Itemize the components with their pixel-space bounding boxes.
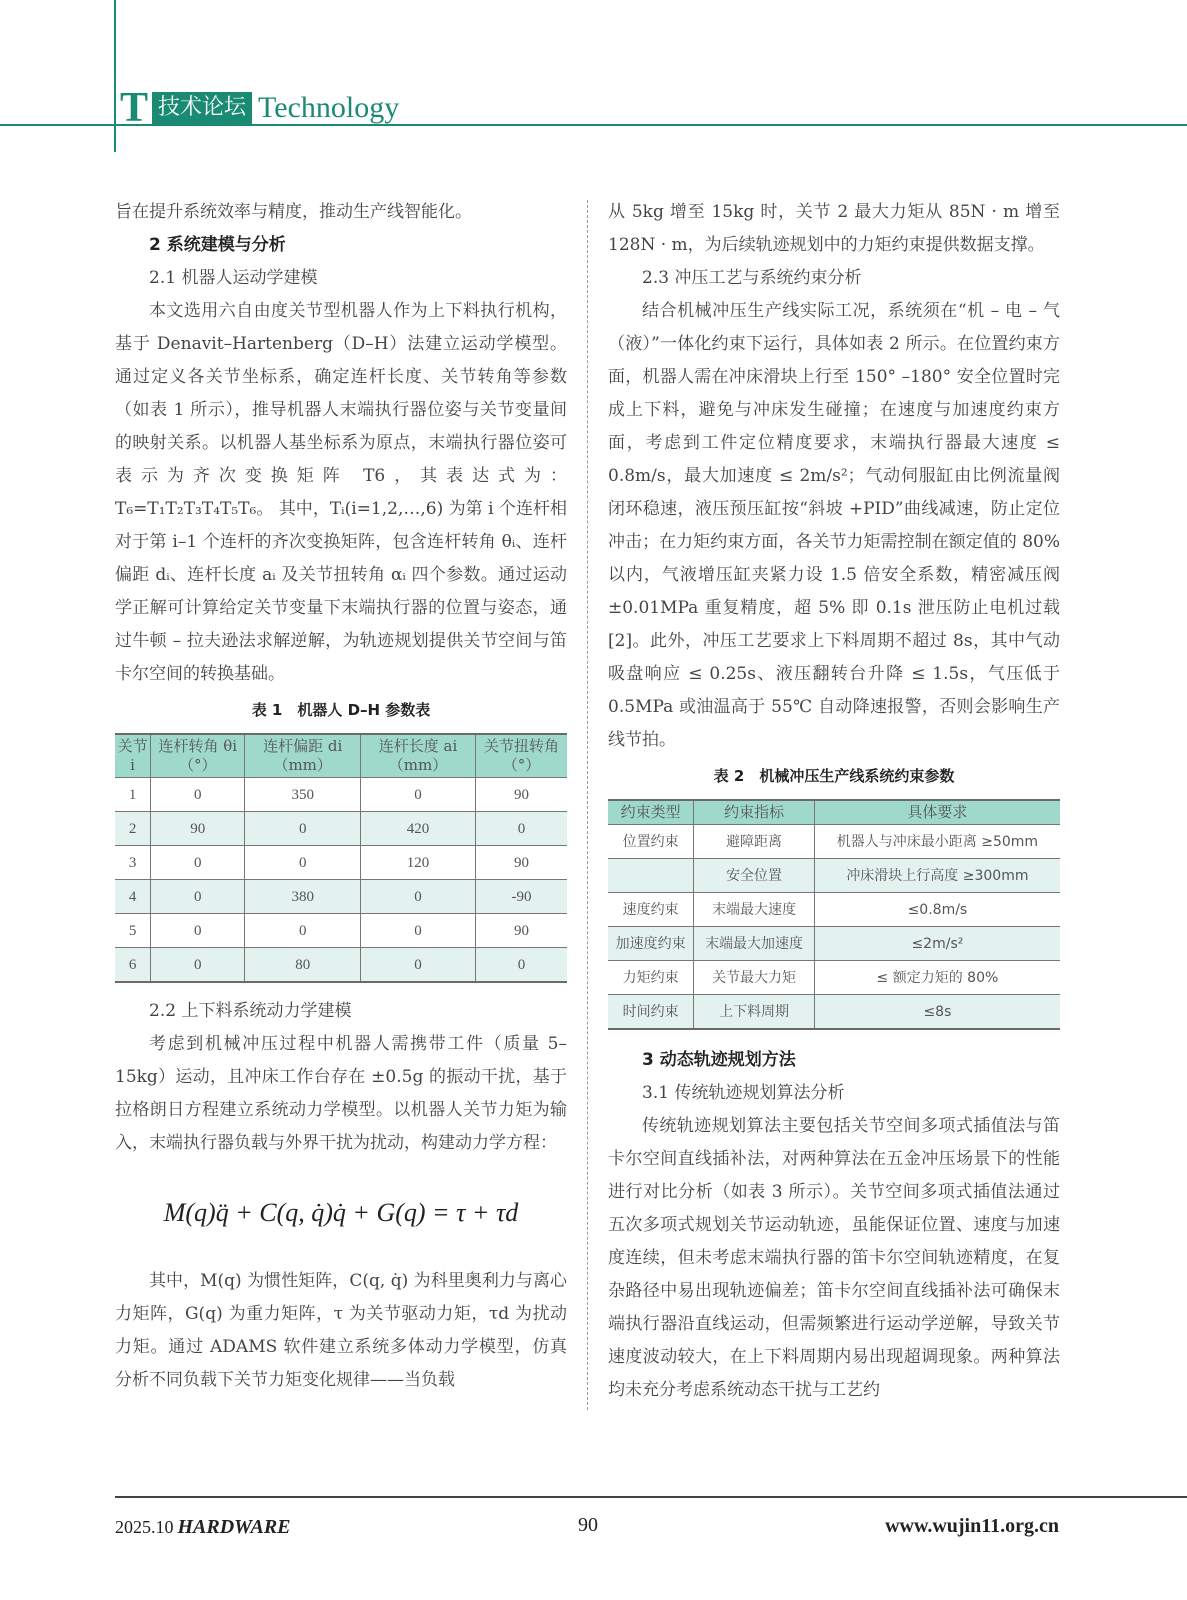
table-cell: 0: [151, 880, 245, 914]
table-row: [115, 846, 567, 880]
table-2-caption: 表 2 机械冲压生产线系统约束参数: [713, 767, 955, 785]
table-cell: 关节最大力矩: [694, 961, 815, 995]
dynamics-equation: M(q)q̈ + C(q, q̇)q̇ + G(q) = τ + τd: [163, 1198, 519, 1227]
table-cell: 0: [151, 846, 245, 880]
paragraph: 考虑到机械冲压过程中机器人需携带工件（质量 5–15kg）运动，且冲床工作台存在 ±0.5g 的振动干扰，基于拉格朗日方程建立系统动力学模型。以机器人关节力矩为输入，末端执行器负载与外界干扰为扰动，构建动力学方程：: [115, 1034, 568, 1153]
paragraph: [115, 295, 567, 691]
table-header-cell: 关节 i: [115, 734, 151, 778]
footer-rule: [115, 1496, 1187, 1498]
table-cell: 时间约束: [608, 995, 694, 1030]
section-header: [120, 92, 399, 124]
section-heading-3: 3 动态轨迹规划方法: [642, 1050, 796, 1070]
table-row: [608, 893, 1060, 927]
table-cell: 0: [151, 778, 245, 812]
table-cell: 350: [245, 778, 361, 812]
table-row: [608, 927, 1060, 961]
table-cell: 90: [476, 846, 567, 880]
table-cell: 0: [245, 846, 361, 880]
table-cell: 90: [476, 914, 567, 948]
table-row: [115, 778, 567, 812]
table-cell: 避障距离: [694, 825, 815, 859]
footer-url: www.wujin11.org.cn: [885, 1515, 1059, 1537]
table-header-cell: 关节扭转角（°）: [476, 734, 567, 778]
table-cell: 末端最大速度: [694, 893, 815, 927]
subsection-heading-3-1: 3.1 传统轨迹规划算法分析: [642, 1083, 845, 1103]
footer-issue: [115, 1516, 291, 1539]
table-cell: 90: [151, 812, 245, 846]
table-header-cell: 具体要求: [814, 800, 1060, 825]
table-cell: 冲床滑块上行高度 ≥300mm: [814, 859, 1060, 893]
table-1: [115, 733, 567, 983]
header-section-en: Technology: [258, 91, 400, 124]
table-cell: 0: [360, 948, 475, 983]
table-cell: 速度约束: [608, 893, 694, 927]
subsection-heading-2-1: 2.1 机器人运动学建模: [149, 268, 318, 288]
paragraph: 其中，M(q) 为惯性矩阵，C(q, q̇) 为科里奥利力与离心力矩阵，G(q) 为重力矩阵，τ 为关节驱动力矩，τd 为扰动力矩。通过 ADAMS 软件建立系统多体动力学模型，仿真分析不同负载下关节力矩变化规律——当负载: [115, 1271, 567, 1390]
table-cell: 机器人与冲床最小距离 ≥50mm: [814, 825, 1060, 859]
table-cell: [608, 859, 694, 893]
table-cell: ≤ 额定力矩的 80%: [814, 961, 1060, 995]
footer-issue-date: 2025.10: [115, 1517, 174, 1537]
table-cell: ≤2m/s²: [814, 927, 1060, 961]
table-header-cell: 连杆偏距 di（mm）: [245, 734, 361, 778]
table-cell: 120: [360, 846, 475, 880]
table-cell: 0: [476, 948, 567, 983]
table-cell: 安全位置: [694, 859, 815, 893]
table-cell: 4: [115, 880, 151, 914]
table-cell: 位置约束: [608, 825, 694, 859]
header-horizontal-rule: [0, 124, 1187, 126]
subsection-heading-2-2: 2.2 上下料系统动力学建模: [149, 1001, 352, 1021]
table-cell: 0: [360, 880, 475, 914]
table-cell: 420: [360, 812, 475, 846]
column-divider: [587, 200, 588, 1410]
page-number: 90: [578, 1514, 598, 1536]
inline-equation: T₆=T₁T₂T₃T₄T₅T₆。: [115, 499, 274, 519]
table-cell: 0: [476, 812, 567, 846]
paragraph: 结合机械冲压生产线实际工况，系统须在“机 – 电 – 气（液）”一体化约束下运行，具体如表 2 所示。在位置约束方面，机器人需在冲床滑块上行至 150° –180° 安全位置时完成上下料，避免与冲床发生碰撞；在速度与加速度约束方面，考虑到工件定位精度要求，末端执行器最大速度 ≤ 0.8m/s，最大加速度 ≤ 2m/s²；气动伺服缸由比例流量阀闭环稳速，液压预压缸按“斜坡 +PID”曲线减速，防止定位冲击；在力矩约束方面，各关节力矩需控制在额定值的 80% 以内，气液增压缸夹紧力设 1.5 倍安全系数，精密减压阀 ±0.01MPa 重复精度，超 5% 即 0.1s 泄压防止电机过载 [2]。此外，冲压工艺要求上下料周期不超过 8s，其中气动吸盘响应 ≤ 0.25s、液压翻转台升降 ≤ 1.5s，气压低于 0.5MPa 或油温高于 55℃ 自动降速报警，否则会影响生产线节拍。: [608, 301, 1060, 750]
table-header-cell: 连杆长度 ai（mm）: [360, 734, 475, 778]
header-logo-letter: T: [120, 92, 149, 124]
footer-journal-name: HARDWARE: [177, 1516, 291, 1538]
paragraph-text: 其中，Tᵢ(i=1,2,…,6) 为第 i 个连杆相对于第 i–1 个连杆的齐次变换矩阵，包含连杆转角 θᵢ、连杆偏距 dᵢ、连杆长度 aᵢ 及关节扭转角 αᵢ 四个参数。通过运动学正解可计算给定关节变量下末端执行器的位置与姿态，通过牛顿 – 拉夫逊法求解逆解，为轨迹规划提供关节空间与笛卡尔空间的转换基础。: [115, 499, 567, 684]
table-cell: ≤0.8m/s: [814, 893, 1060, 927]
paragraph-text: 本文选用六自由度关节型机器人作为上下料执行机构，基于 Denavit–Hartenberg（D–H）法建立运动学模型。通过定义各关节坐标系，确定连杆长度、关节转角等参数（如表 1 所示），推导机器人末端执行器位姿与关节变量间的映射关系。以机器人基坐标系为原点，末端执行器位姿可表示为齐次变换矩阵 T6，其表达式为：: [115, 301, 567, 486]
table-row: [115, 914, 567, 948]
table-row: [608, 859, 1060, 893]
table-header-cell: 连杆转角 θi（°）: [151, 734, 245, 778]
table-cell: 80: [245, 948, 361, 983]
section-heading-2: 2 系统建模与分析: [149, 235, 286, 255]
table-cell: 加速度约束: [608, 927, 694, 961]
table-cell: 力矩约束: [608, 961, 694, 995]
table-header-cell: 约束指标: [694, 800, 815, 825]
subsection-heading-2-3: 2.3 冲压工艺与系统约束分析: [642, 268, 862, 288]
table-cell: 2: [115, 812, 151, 846]
table-cell: 3: [115, 846, 151, 880]
header-vertical-rule: [114, 0, 116, 152]
table-cell: -90: [476, 880, 567, 914]
table-cell: 0: [360, 778, 475, 812]
table-cell: 0: [360, 914, 475, 948]
table-row: [115, 948, 567, 983]
left-column: [115, 196, 567, 1397]
table-cell: 5: [115, 914, 151, 948]
table-row: [608, 961, 1060, 995]
table-cell: 0: [245, 812, 361, 846]
table-row: [608, 995, 1060, 1030]
table-header-cell: 约束类型: [608, 800, 694, 825]
table-row: [115, 812, 567, 846]
table-cell: 0: [245, 914, 361, 948]
table-1-caption: 表 1 机器人 D–H 参数表: [251, 701, 431, 719]
table-row: [115, 880, 567, 914]
table-cell: 90: [476, 778, 567, 812]
table-cell: 上下料周期: [694, 995, 815, 1030]
right-column: [608, 196, 1060, 1407]
table-cell: ≤8s: [814, 995, 1060, 1030]
table-cell: 末端最大加速度: [694, 927, 815, 961]
header-section-cn: 技术论坛: [152, 92, 252, 124]
paragraph: 传统轨迹规划算法主要包括关节空间多项式插值法与笛卡尔空间直线插补法，对两种算法在五金冲压场景下的性能进行对比分析（如表 3 所示）。关节空间多项式插值法通过五次多项式规划关节运动轨迹，虽能保证位置、速度与加速度连续，但未考虑末端执行器的笛卡尔空间轨迹精度，在复杂路径中易出现轨迹偏差；笛卡尔空间直线插补法可确保末端执行器沿直线运动，但需频繁进行运动学逆解，导致关节速度波动较大，在上下料周期内易出现超调现象。两种算法均未充分考虑系统动态干扰与工艺约: [608, 1116, 1060, 1400]
table-row: [608, 825, 1060, 859]
table-cell: 0: [151, 914, 245, 948]
table-cell: 380: [245, 880, 361, 914]
table-cell: 6: [115, 948, 151, 983]
paragraph: 从 5kg 增至 15kg 时，关节 2 最大力矩从 85N · m 增至 128N · m，为后续轨迹规划中的力矩约束提供数据支撑。: [608, 202, 1060, 255]
table-cell: 0: [151, 948, 245, 983]
paragraph: 旨在提升系统效率与精度，推动生产线智能化。: [115, 202, 472, 222]
table-2: [608, 799, 1060, 1030]
table-cell: 1: [115, 778, 151, 812]
